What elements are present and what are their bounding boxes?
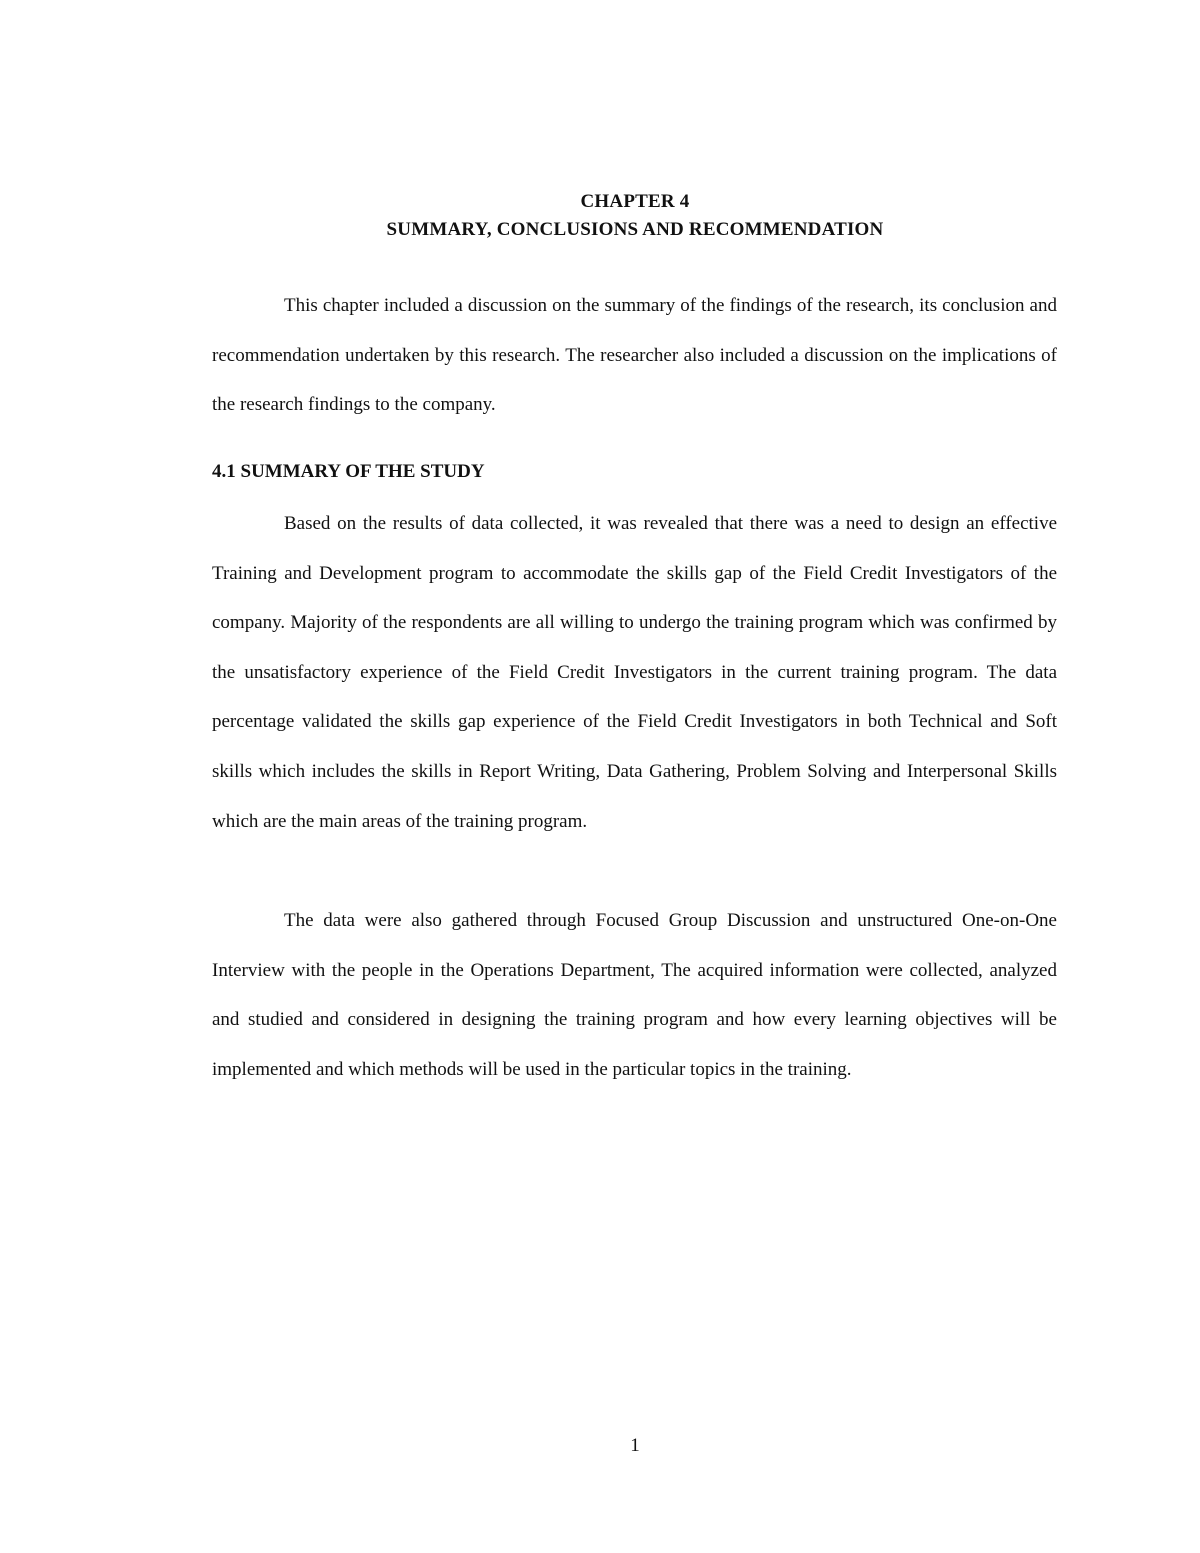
summary-paragraph: Based on the results of data collected, it was revealed that there was a need to design an effective Training and Development program to accommodate the skills gap of the Field Credit Investigators of the company. Majority of the respondents are all willing to undergo the training program which was confirmed by the unsatisfactory experience of the Field Credit Investigators in the current training program. The data percentage validated the skills gap experience of the Field Credit Investigators in both Technical and Soft skills which includes the skills in Report Writing, Data Gathering, Problem Solving and Interpersonal Skills which are the main areas of the training program. bbox=[212, 513, 1057, 832]
chapter-number: CHAPTER 4 bbox=[580, 191, 690, 212]
page-number: 1 bbox=[630, 1435, 640, 1456]
data-gathering-paragraph: The data were also gathered through Focused Group Discussion and unstructured One-on-One Interview with the people in the Operations Department, The acquired information were collected, analyzed and studied and considered in designing the training program and how every learning objectives will be implemented and which methods will be used in the particular topics in the training. bbox=[212, 910, 1057, 1080]
intro-paragraph: This chapter included a discussion on the summary of the findings of the research, its conclusion and recommendation undertaken by this research. The researcher also included a discussion on the implications of the research findings to the company. bbox=[212, 295, 1057, 416]
chapter-heading bbox=[0, 188, 1200, 244]
chapter-title: SUMMARY, CONCLUSIONS AND RECOMMENDATION bbox=[386, 219, 884, 240]
section-heading-summary: 4.1 SUMMARY OF THE STUDY bbox=[212, 461, 485, 482]
